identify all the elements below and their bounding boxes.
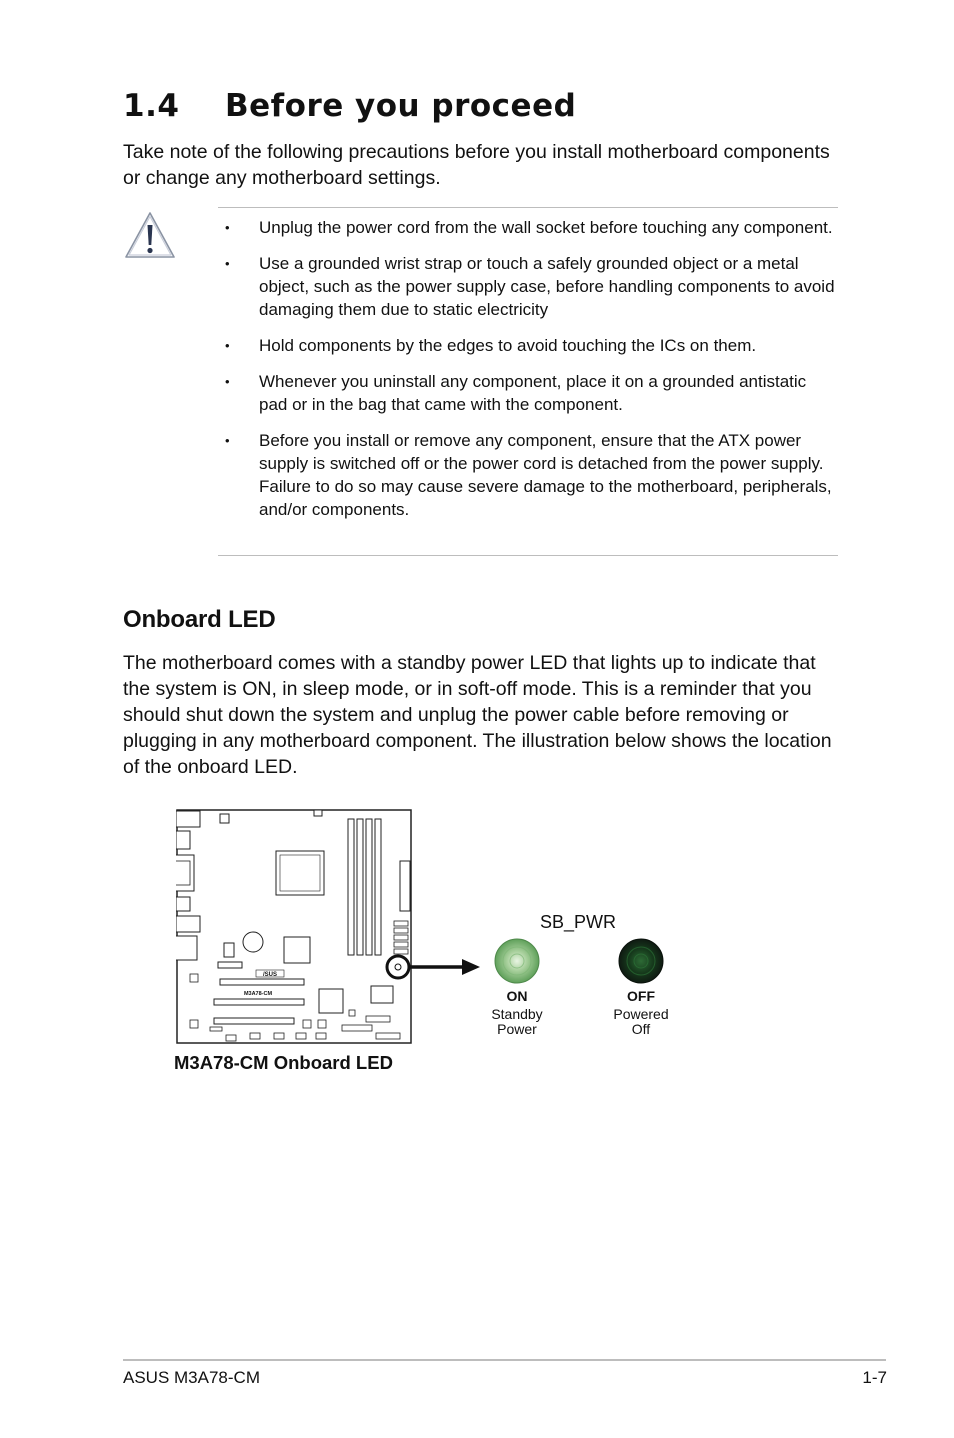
led-on-state: ON	[506, 988, 528, 1004]
motherboard-diagram	[176, 809, 412, 1044]
led-pointer-arrow	[410, 957, 482, 977]
caution-item: • Whenever you uninstall any component, place it on a grounded antistatic pad or in the bag that came with the component.	[218, 370, 838, 416]
section-title: Before you proceed	[225, 88, 577, 124]
led-on-caption	[472, 989, 562, 1037]
subsection-title: Onboard LED	[123, 606, 276, 633]
figure-caption: M3A78-CM Onboard LED	[174, 1052, 393, 1073]
led-off-desc: Off	[631, 1021, 651, 1037]
caution-top-rule	[218, 207, 838, 208]
board-model: M3A78-CM	[243, 991, 273, 997]
caution-list	[218, 216, 838, 534]
caution-item: • Unplug the power cord from the wall socket before touching any component.	[218, 216, 838, 239]
caution-bottom-rule	[218, 555, 838, 556]
led-off-state: OFF	[627, 988, 655, 1004]
caution-item: • Hold components by the edges to avoid touching the ICs on them.	[218, 334, 838, 357]
led-off-desc: Powered	[613, 1006, 669, 1022]
led-on-desc: Standby	[491, 1006, 543, 1022]
page-number: 1-7	[862, 1368, 887, 1387]
footer-rule	[123, 1359, 886, 1361]
intro-paragraph: Take note of the following precautions before you install motherboard components or change any motherboard settings.	[123, 141, 830, 189]
led-label: SB_PWR	[540, 912, 617, 932]
warning-triangle-icon	[123, 210, 177, 260]
led-off-indicator	[618, 938, 664, 984]
led-off-caption	[596, 989, 686, 1037]
caution-item: • Use a grounded wrist strap or touch a safely grounded object or a metal object, such as the power supply case, before handling components to avoid damaging them due to static electricity	[218, 252, 838, 321]
led-paragraph: The motherboard comes with a standby power LED that lights up to indicate that the system is ON, in sleep mode, or in soft-off mode. This is a reminder that you should shut down the system and unplug the power cable before removing or plugging in any motherboard component. The illustration below shows the location of the onboard LED.	[123, 652, 832, 778]
caution-item: • Before you install or remove any component, ensure that the ATX power supply is switched off or the power cord is detached from the power supply. Failure to do so may cause severe damage to the motherboard, peripherals, and/or components.	[218, 429, 838, 521]
board-brand: /SUS	[262, 972, 278, 978]
led-on-indicator	[494, 938, 540, 984]
footer-product-name: ASUS M3A78-CM	[123, 1368, 260, 1387]
led-on-desc: Power	[497, 1021, 537, 1037]
section-number: 1.4	[123, 88, 180, 124]
